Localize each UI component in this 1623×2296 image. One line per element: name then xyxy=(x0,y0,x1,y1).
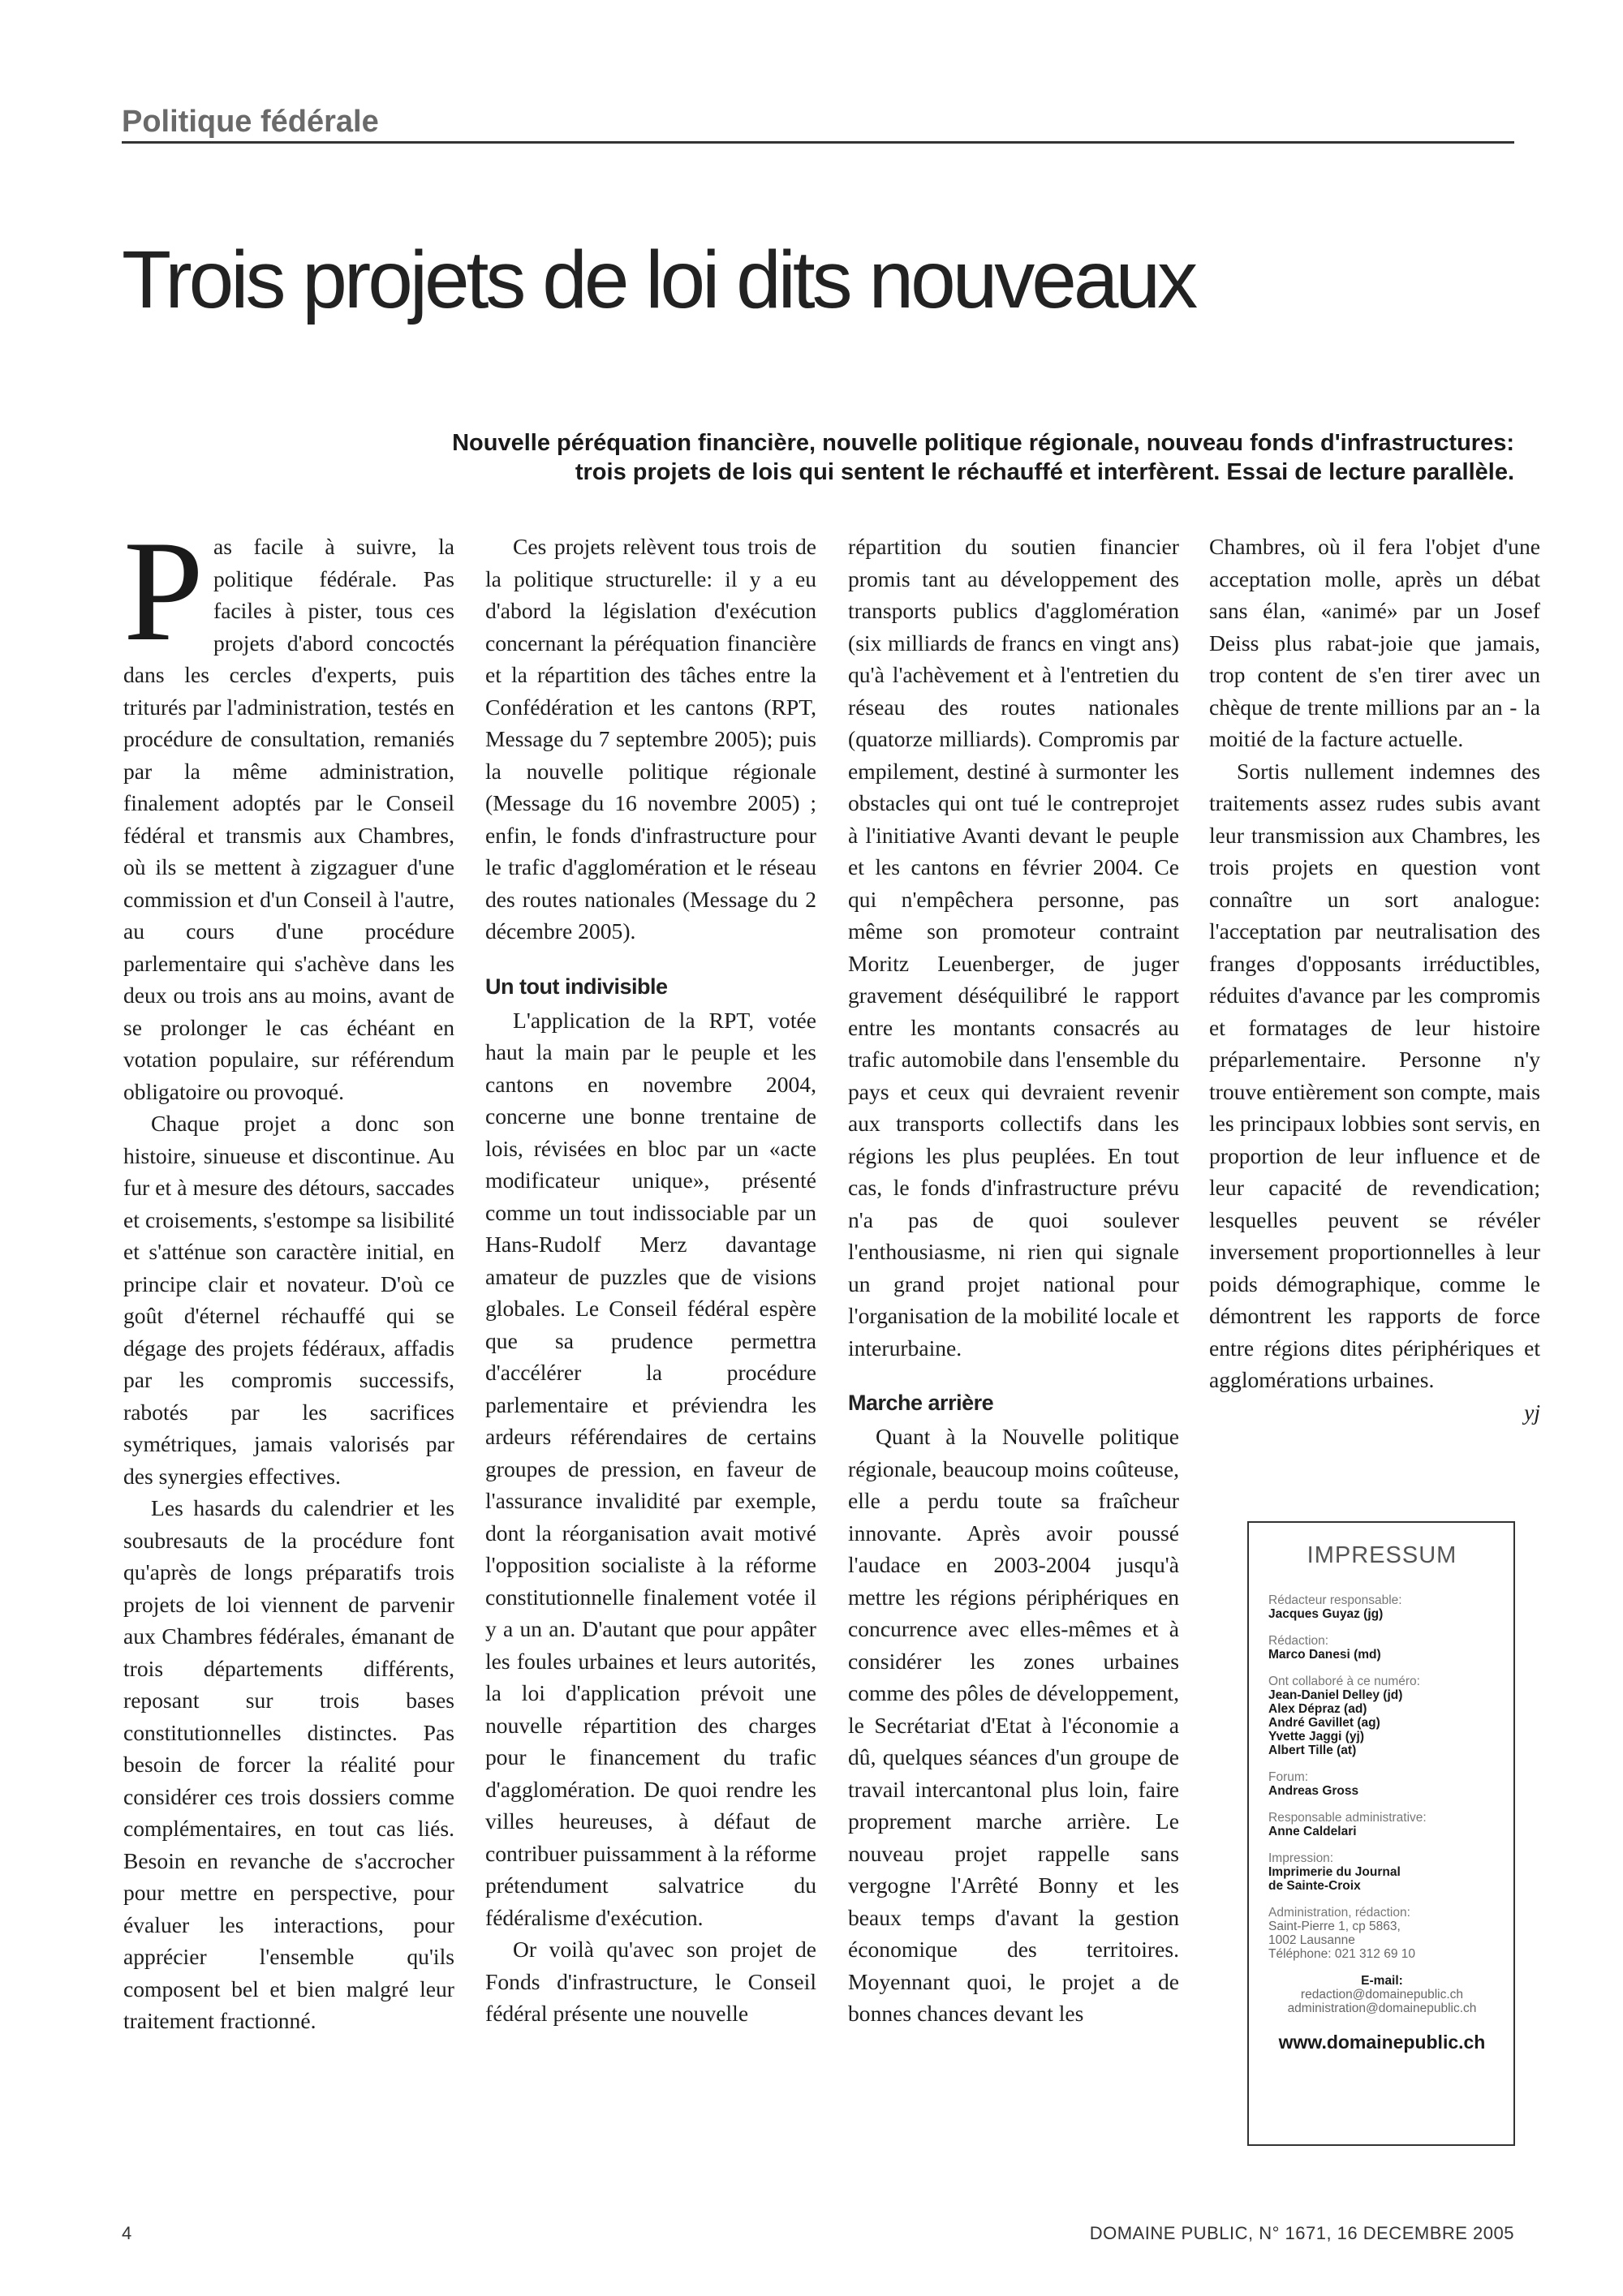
impressum-value: Yvette Jaggi (yj) xyxy=(1268,1730,1365,1743)
impressum-redaction xyxy=(1268,1634,1496,1662)
article-lead xyxy=(243,428,1514,487)
paragraph-5: L'application de la RPT, votée haut la main par le peuple et les cantons en novembre 2004, concerne une bonne trentaine de lois, révisées en bloc par un «acte modificateur unique», présenté comme un tout indissociable par un Hans-Rudolf Merz davantage amateur de puzzles que de visions globales. Le Conseil fédéral espère que sa prudence permettra d'accélérer la procédure parlementaire et préviendra les ardeurs référendaires de certains groupes de pression, en faveur de l'assurance invalidité par exemple, dont la réorganisation avait motivé l'opposition socialiste à la réforme constitutionnelle finalement votée il y a un an. D'autant que pour appâter les foules urbaines et leurs autorités, la loi d'application prévoit une nouvelle répartition des charges pour le financement du trafic d'agglomération. De quoi rendre les villes heureuses, à défaut de contribuer puissamment à la réforme prétendument salvatrice du fédéralisme d'exécution. xyxy=(485,1007,816,1930)
drop-cap: P xyxy=(123,510,204,671)
article-column-3 xyxy=(848,531,1179,2030)
paragraph-7-cont: Chambres, où il fera l'objet d'une acceptation molle, après un débat sans élan, «animé» par un Josef Deiss plus rabat-joie que jamais, trop content de s'en tirer avec un chèque de trente millions par an - la moitié de la facture actuelle. xyxy=(1209,534,1540,751)
section-heading: Politique fédérale xyxy=(122,104,1514,144)
subheading-un-tout-indivisible: Un tout indivisible xyxy=(485,974,668,999)
article-column-1 xyxy=(123,510,454,2037)
impressum-value: Imprimerie du Journal xyxy=(1268,1865,1401,1879)
impressum-administration xyxy=(1268,1906,1496,1961)
impressum-phone: Téléphone: 021 312 69 10 xyxy=(1268,1947,1415,1961)
impressum-responsable xyxy=(1268,1593,1496,1621)
paragraph-4: Ces projets relèvent tous trois de la politique structurelle: il y a eu d'abord la législation d'exécution concernant la péréquation financière et la répartition des tâches entre la Confédération et les cantons (RPT, Message du 7 septembre 2005); puis la nouvelle politique régionale (Message du 16 novembre 2005) ; enfin, le fonds d'infrastructure pour le trafic d'agglomération et le réseau des routes nationales (Message du 2 décembre 2005). xyxy=(485,534,816,944)
paragraph-7-start: Quant à la Nouvelle politique régionale, beaucoup moins coûteuse, elle a perdu toute sa fraîcheur innovante. Après avoir poussé l'audace en 2003-2004 jusqu'à mettre les régions périphériques en concurrence avec elles-mêmes et à considérer les zones urbaines comme des pôles de développement, le Secrétariat d'Etat à l'économie a dû, quelques séances d'un groupe de travail intercantonal plus loin, faire proprement marche arrière. Le nouveau projet rappelle sans vergogne l'Arrêté Bonny et les beaux temps d'avant la gestion économique des territoires. Moyennant quoi, le projet a de bonnes chances devant les xyxy=(848,1424,1179,2026)
impressum-label: Rédacteur responsable: xyxy=(1268,1593,1402,1607)
impressum-admin-responsable xyxy=(1268,1811,1496,1838)
impressum-forum xyxy=(1268,1770,1496,1798)
impressum-label: Impression: xyxy=(1268,1851,1334,1865)
impressum-value: Jean-Daniel Delley (jd) xyxy=(1268,1688,1403,1702)
impressum-address-line: 1002 Lausanne xyxy=(1268,1933,1355,1947)
impressum-impression xyxy=(1268,1851,1496,1893)
impressum-email-label: E-mail: xyxy=(1361,1974,1403,1988)
paragraph-1 xyxy=(123,510,454,1107)
subheading-marche-arriere: Marche arrière xyxy=(848,1391,994,1415)
impressum-value: Jacques Guyaz (jg) xyxy=(1268,1607,1384,1621)
impressum-value: Andreas Gross xyxy=(1268,1784,1359,1798)
impressum-title: IMPRESSUM xyxy=(1307,1542,1457,1568)
impressum-address-line: Saint-Pierre 1, cp 5863, xyxy=(1268,1920,1401,1933)
email-link-redaction[interactable]: redaction@domainepublic.ch xyxy=(1300,1988,1464,2001)
impressum-label: Ont collaboré à ce numéro: xyxy=(1268,1675,1420,1688)
email-link-administration[interactable]: administration@domainepublic.ch xyxy=(1287,2001,1477,2015)
impressum-label: Responsable administrative: xyxy=(1268,1811,1427,1825)
impressum-value: Alex Dépraz (ad) xyxy=(1268,1702,1367,1716)
impressum-label: Forum: xyxy=(1268,1770,1309,1784)
impressum-value: Marco Danesi (md) xyxy=(1268,1648,1381,1662)
article-column-4 xyxy=(1209,531,1540,1428)
paragraph-1-text: as facile à suivre, la politique fédérale. Pas faciles à pister, tous ces projets d'abord concoctés dans les cercles d'experts, puis triturés par l'administration, testés en procédure de consultation, remaniés par la même administration, finalement adoptés par le Conseil fédéral et transmis aux Chambres, où ils se mettent à zigzaguer d'une commission et d'un Conseil à l'autre, au cours d'une procédure parlementaire qui s'achève dans les deux ou trois ans au moins, avant de se prolonger le cas échéant en votation populaire, sur référendum obligatoire ou provoqué. xyxy=(123,534,454,1104)
paragraph-6-cont: répartition du soutien financier promis tant au développement des transports publics d'agglomération (six milliards de francs en vingt ans) qu'à l'achèvement et à l'entretien du réseau des routes nationales (quatorze milliards). Compromis par empilement, destiné à surmonter les obstacles qui ont tué le contreprojet à l'initiative Avanti devant le peuple et les cantons en février 2004. Ce qui n'empêchera personne, pas même son promoteur contraint Moritz Leuenberger, de juger gravement déséquilibré le rapport entre les montants consacrés au trafic automobile dans l'ensemble du pays et ceux qui devraient revenir aux transports collectifs dans les régions les plus peuplées. En tout cas, le fonds d'infrastructure prévu n'a pas de quoi soulever l'enthousiasme, ni rien qui signale un grand projet national pour l'organisation de la mobilité locale et interurbaine. xyxy=(848,534,1179,1361)
article-title: Trois projets de loi dits nouveaux xyxy=(122,234,1195,325)
impressum-value: André Gavillet (ag) xyxy=(1268,1716,1380,1730)
paragraph-2: Chaque projet a donc son histoire, sinueuse et discontinue. Au fur et à mesure des détours, saccades et croisements, s'estompe sa lisibilité et s'atténue son caractère initial, en principe clair et novateur. D'où ce goût d'éternel réchauffé qui se dégage des projets fédéraux, affadis par les compromis successifs, rabotés par les sacrifices symétriques, jamais valorisés par des synergies effectives. xyxy=(123,1111,454,1489)
lead-line-1: Nouvelle péréquation financière, nouvelle politique régionale, nouveau fonds d'infrastructures: xyxy=(452,430,1514,456)
impressum-value: Anne Caldelari xyxy=(1268,1825,1357,1838)
page-number: 4 xyxy=(122,2223,132,2243)
impressum-email xyxy=(1268,1974,1496,2015)
website-link[interactable]: www.domainepublic.ch xyxy=(1278,2032,1486,2053)
paragraph-8: Sortis nullement indemnes des traitements assez rudes subis avant leur transmission aux Chambres, les trois projets en question vont connaître un sort analogue: l'acceptation par neutralisation des franges d'opposants irréductibles, réduites d'avance par les compromis et formatages de leur histoire préparlementaire. Personne n'y trouve entièrement son compte, mais les principaux lobbies sont servis, en proportion de leur influence et de leur capacité de revendication; lesquelles peuvent se révéler inversement proportionnelles à leur poids démographique, comme le démontrent les rapports de force entre régions dites périphériques et agglomérations urbaines. xyxy=(1209,758,1540,1392)
paragraph-6-start: Or voilà qu'avec son projet de Fonds d'infrastructure, le Conseil fédéral présente une nouvelle xyxy=(485,1937,816,2026)
author-signature: yj xyxy=(1524,1399,1540,1425)
impressum-collaborateurs xyxy=(1268,1675,1496,1757)
impressum-label: Rédaction: xyxy=(1268,1634,1329,1648)
article-column-2 xyxy=(485,531,816,2030)
paragraph-3: Les hasards du calendrier et les soubresauts de la procédure font qu'après de longs préparatifs trois projets de loi viennent de parvenir aux Chambres fédérales, émanant de trois départements différents, reposant sur trois bases constitutionnelles distinctes. Pas besoin de forcer la réalité pour considérer ces trois dossiers comme complémentaires, en tout cas liés. Besoin en revanche de s'accrocher pour mettre en perspective, pour évaluer les interactions, pour apprécier l'ensemble qu'ils composent bel et bien malgré leur traitement fractionné. xyxy=(123,1495,454,2033)
impressum-value: Albert Tille (at) xyxy=(1268,1743,1357,1757)
impressum-value: de Sainte-Croix xyxy=(1268,1879,1361,1893)
impressum-label: Administration, rédaction: xyxy=(1268,1906,1410,1920)
impressum-box xyxy=(1247,1521,1515,2146)
publication-info: DOMAINE PUBLIC, N° 1671, 16 DECEMBRE 2005 xyxy=(1089,2223,1514,2243)
lead-line-2: trois projets de lois qui sentent le réchauffé et interfèrent. Essai de lecture parallèle. xyxy=(575,459,1514,485)
